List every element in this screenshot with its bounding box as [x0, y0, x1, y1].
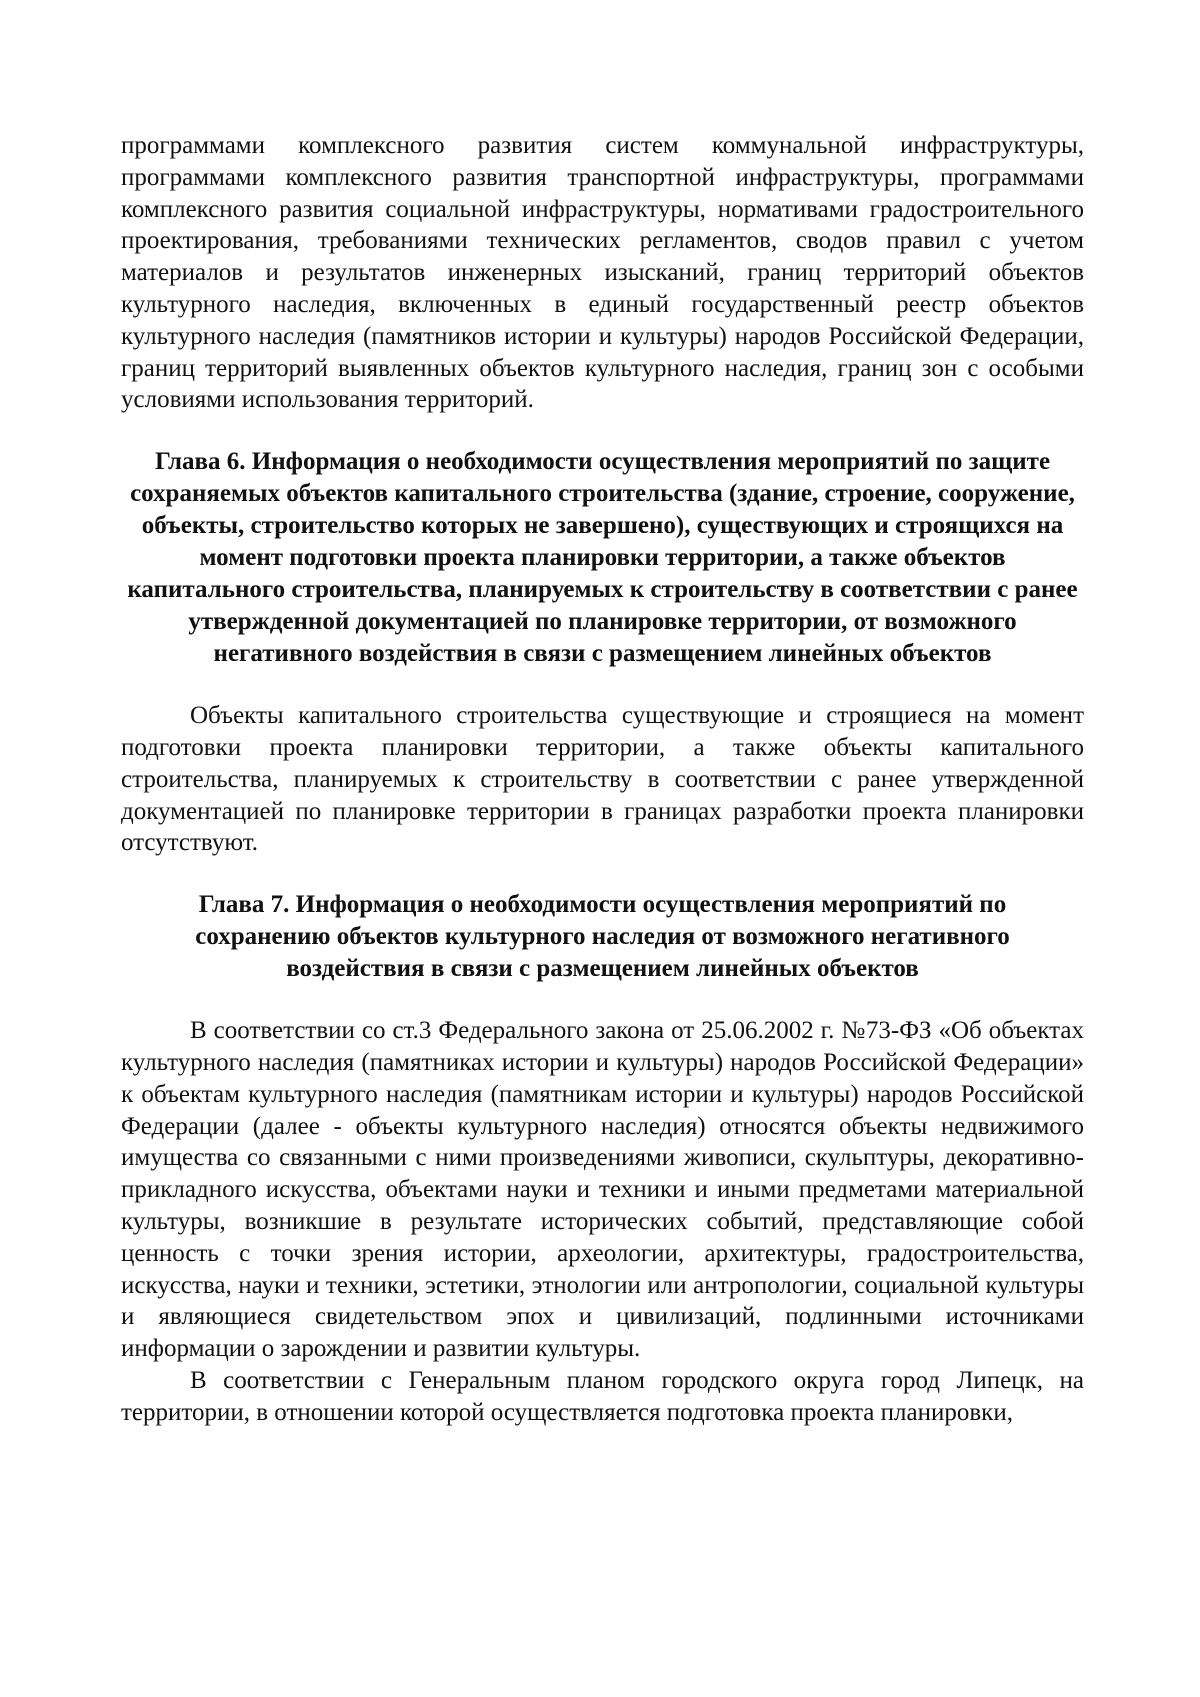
body-paragraph: В соответствии со ст.3 Федерального закона от 25.06.2002 г. №73-ФЗ «Об объектах культурного наследия (памятниках истории и культуры) народов Российской Федерации» к объектам культурного наследия (памятникам истории и культуры) народов Российской Федерации (далее - объекты культурного наследия) относятся объекты недвижимого имущества со связанными с ними произведениями живописи, скульптуры, декоративно-прикладного искусства, объектами науки и техники и иными предметами материальной культуры, возникшие в результате исторических событий, представляющие собой ценность с точки зрения истории, археологии, архитектуры, градостроительства, искусства, науки и техники, эстетики, этнологии или антропологии, социальной культуры и являющиеся свидетельством эпох и цивилизаций, подлинными источниками информации о зарождении и развитии культуры. — [121, 1017, 1084, 1363]
chapter-7-heading: Глава 7. Информация о необходимости осуществления мероприятий по сохранению объектов культурного наследия от возможного негативного воздействия в связи с размещением линейных объектов — [195, 891, 1010, 983]
body-paragraph: программами комплексного развития систем коммунальной инфраструктуры, программами комплексного развития транспортной инфраструктуры, программами комплексного развития социальной инфраструктуры, нормативами градостроительного проектирования, требованиями технических регламентов, сводов правил с учетом материалов и результатов инженерных изысканий, границ территорий объектов культурного наследия, включенных в единый государственный реестр объектов культурного наследия (памятников истории и культуры) народов Российской Федерации, границ территорий выявленных объектов культурного наследия, границ зон с особыми условиями использования территорий. — [121, 132, 1084, 414]
body-paragraph: В соответствии с Генеральным планом городского округа город Липецк, на территории, в отношении которой осуществляется подготовка проекта планировки, — [121, 1366, 1084, 1426]
body-paragraph: Объекты капитального строительства существующие и строящиеся на момент подготовки проекта планировки территории, а также объекты капитального строительства, планируемых к строительству в соответствии с ранее утвержденной документацией по планировке территории в границах разработки проекта планировки отсутствуют. — [121, 702, 1084, 857]
document-page — [121, 130, 1084, 1429]
chapter-6-heading: Глава 6. Информация о необходимости осуществления мероприятий по защите сохраняемых объектов капитального строительства (здание, строение, сооружение, объекты, строительство которых не завершено), существующих и строящихся на момент подготовки проекта планировки территории, а также объектов капитального строительства, планируемых к строительству в соответствии с ранее утвержденной документацией по планировке территории, от возможного негативного воздействия в связи с размещением линейных объектов — [127, 448, 1078, 668]
